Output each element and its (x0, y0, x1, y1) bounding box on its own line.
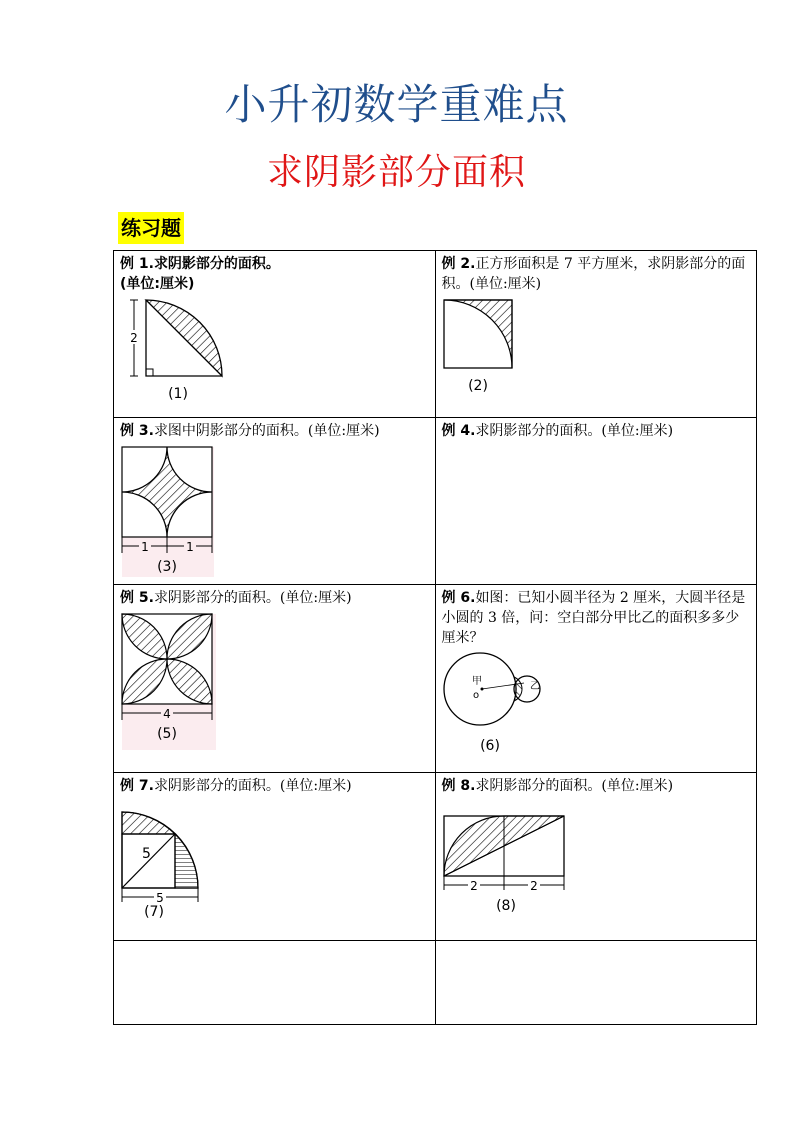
problem-cell-1 (114, 251, 436, 418)
problem-text: 求阴影部分的面积。(单位:厘米) (475, 423, 674, 439)
dim-label: 2 (529, 879, 538, 893)
problem-unit: (单位:厘米) (120, 276, 195, 292)
figure-8 (442, 814, 572, 924)
problem-label: 例 8. (441, 778, 476, 794)
page-title: 小升初数学重难点 (224, 80, 569, 129)
problem-cell-8 (435, 773, 757, 941)
figure-6 (442, 652, 552, 756)
dim-label: 1 (141, 540, 149, 554)
problem-text: 求阴影部分的面积。(单位:厘米) (475, 778, 674, 794)
empty-cell (114, 941, 436, 1025)
problem-label: 例 2. (441, 256, 476, 272)
figure-5 (120, 612, 220, 752)
problem-label: 例 6. (441, 590, 476, 606)
dim-label: 5 (142, 846, 151, 862)
page-subtitle: 求阴影部分面积 (266, 152, 526, 193)
problem-cell-5 (114, 585, 436, 773)
problem-cell-2 (435, 251, 757, 418)
problem-label: 例 5. (120, 590, 154, 606)
figure-label: (3) (157, 559, 177, 575)
figure-label: (8) (495, 898, 516, 914)
figure-label: (7) (144, 904, 164, 920)
problem-cell-6 (435, 585, 757, 773)
problem-label: 例 4. (441, 423, 476, 439)
problem-cell-3 (114, 418, 436, 585)
mark-label: 甲 (471, 676, 482, 687)
figure-7 (120, 810, 220, 926)
problem-text: 正方形面积是 7 平方厘米，求阴影部分的面积。(单位:厘米) (441, 256, 746, 292)
empty-cell (435, 941, 757, 1025)
problem-label: 例 1. (120, 256, 154, 272)
problem-text: 求阴影部分的面积。(单位:厘米) (153, 778, 352, 794)
figure-2 (442, 298, 532, 398)
mark-label: 乙 (529, 681, 540, 692)
figure-1 (120, 298, 230, 402)
figure-label: (6) (479, 738, 500, 754)
problem-cell-4 (435, 418, 757, 585)
section-label: 练习题 (118, 212, 184, 244)
dim-label: 4 (163, 707, 171, 721)
problem-text: 求阴影部分的面积。 (153, 256, 280, 272)
problem-cell-7 (114, 773, 436, 941)
figure-label: (5) (157, 726, 177, 742)
problem-label: 例 3. (120, 423, 154, 439)
mark-label: o (472, 690, 479, 701)
problem-text: 求图中阴影部分的面积。(单位:厘米) (153, 423, 380, 439)
dim-label: 1 (186, 540, 194, 554)
dim-label: 5 (156, 891, 164, 905)
figure-3 (120, 445, 220, 579)
dim-label: 2 (130, 331, 138, 345)
figure-label: (1) (168, 386, 188, 402)
figure-label: (2) (467, 378, 488, 394)
problem-text: 求阴影部分的面积。(单位:厘米) (153, 590, 352, 606)
problem-table (113, 250, 757, 1025)
dim-label: 2 (469, 879, 478, 893)
problem-label: 例 7. (120, 778, 154, 794)
problem-text: 如图：已知小圆半径为 2 厘米，大圆半径是小圆的 3 倍，问：空白部分甲比乙的面积多多少厘米？ (441, 590, 746, 646)
